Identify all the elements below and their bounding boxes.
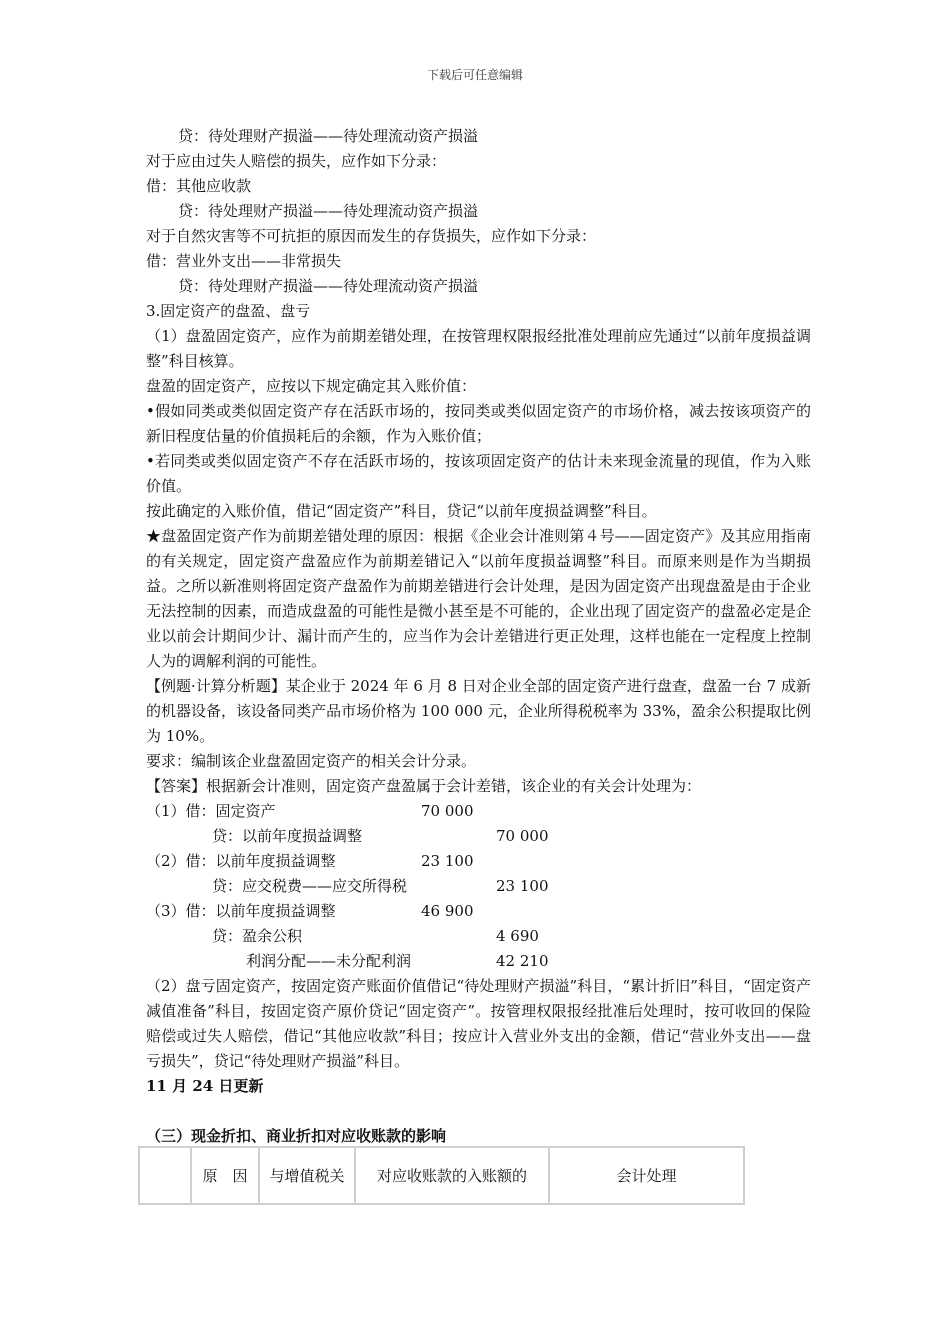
body-text — [146, 124, 811, 799]
paragraph: •假如同类或类似固定资产存在活跃市场的，按同类或类似固定资产的市场价格，减去按该项资产的新旧程度估量的价值损耗后的余额，作为入账价值； — [146, 402, 811, 445]
text-line: 【答案】根据新会计准则，固定资产盘盈属于会计差错，该企业的有关会计处理为： — [146, 777, 702, 795]
journal-entry — [146, 824, 811, 849]
journal-entry — [146, 874, 811, 899]
text-line: 3.固定资产的盘盈、盘亏 — [146, 302, 311, 320]
text-line: 贷：待处理财产损溢——待处理流动资产损溢 — [178, 202, 479, 220]
blank-line — [146, 1099, 811, 1124]
entry-amount: 23 100 — [496, 877, 549, 895]
entry-amount: 42 210 — [496, 952, 549, 970]
table-header-cell: 原 因 — [191, 1147, 259, 1204]
discount-table — [138, 1146, 745, 1205]
entry-amount: 23 100 — [421, 852, 474, 870]
table-header-cell — [139, 1147, 191, 1204]
journal-entry — [146, 799, 811, 824]
text-line: （三）现金折扣、商业折扣对应收账款的影响 — [146, 1127, 447, 1145]
entry-account: （2）借：以前年度损益调整 — [146, 852, 336, 870]
entry-amount: 46 900 — [421, 902, 474, 920]
entry-account: 贷：以前年度损益调整 — [212, 827, 363, 845]
table-header-row — [139, 1147, 744, 1204]
paragraph: （2）盘亏固定资产，按固定资产账面价值借记“待处理财产损溢”科目，“累计折旧”科目，“固定资产减值准备”科目，按固定资产原价贷记“固定资产”。按管理权限报经批准后处理时，按可收回的保险赔偿或过失人赔偿，借记“其他应收款”科目；按应计入营业外支出的金额，借记“营业外支出——盘亏损失”，贷记“待处理财产损溢”科目。 — [146, 977, 811, 1070]
text-line: 按此确定的入账价值，借记“固定资产”科目，贷记“以前年度损益调整”科目。 — [146, 502, 657, 520]
entry-account: （1）借：固定资产 — [146, 802, 276, 820]
body-text-continued — [146, 974, 811, 1149]
entry-account: 贷：盈余公积 — [212, 927, 303, 945]
table-header-cell: 会计处理 — [549, 1147, 744, 1204]
entry-account: 贷：应交税费——应交所得税 — [212, 877, 408, 895]
text-line: 盘盈的固定资产，应按以下规定确定其入账价值： — [146, 377, 477, 395]
paragraph: •若同类或类似固定资产不存在活跃市场的，按该项固定资产的估计未来现金流量的现值，作为入账价值。 — [146, 452, 811, 495]
entry-amount: 4 690 — [496, 927, 539, 945]
entry-amount: 70 000 — [496, 827, 549, 845]
text-line: 对于应由过失人赔偿的损失，应作如下分录： — [146, 152, 447, 170]
journal-entries — [146, 799, 811, 974]
entry-account: 利润分配——未分配利润 — [246, 952, 412, 970]
journal-entry — [146, 924, 811, 949]
page-header: 下载后可任意编辑 — [426, 68, 523, 82]
journal-entry — [146, 899, 811, 924]
paragraph: 【例题·计算分析题】某企业于 2024 年 6 月 8 日对企业全部的固定资产进行盘查，盘盈一台 7 成新的机器设备，该设备同类产品市场价格为 100 000 元，企业所得税税率为 33%，盈余公积提取比例为 10%。 — [146, 677, 811, 745]
table-header-cell: 与增值税关 — [259, 1147, 355, 1204]
entry-account: （3）借：以前年度损益调整 — [146, 902, 336, 920]
text-line: 对于自然灾害等不可抗拒的原因而发生的存货损失，应作如下分录： — [146, 227, 597, 245]
paragraph: ★盘盈固定资产作为前期差错处理的原因：根据《企业会计准则第４号——固定资产》及其应用指南的有关规定，固定资产盘盈应作为前期差错记入“以前年度损益调整”科目。而原来则是作为当期损益。之所以新准则将固定资产盘盈作为前期差错进行会计处理，是因为固定资产出现盘盈是由于企业无法控制的因素，而造成盘盈的可能性是微小甚至是不可能的，企业出现了固定资产的盘盈必定是企业以前会计期间少计、漏计而产生的，应当作为会计差错进行更正处理，这样也能在一定程度上控制人为的调解利润的可能性。 — [146, 527, 811, 670]
text-line: 贷：待处理财产损溢——待处理流动资产损溢 — [178, 127, 479, 145]
text-line: 借：营业外支出——非常损失 — [146, 252, 342, 270]
text-line: 要求：编制该企业盘盈固定资产的相关会计分录。 — [146, 752, 477, 770]
text-line: 借：其他应收款 — [146, 177, 252, 195]
journal-entry — [146, 949, 811, 974]
text-line: 贷：待处理财产损溢——待处理流动资产损溢 — [178, 277, 479, 295]
document-body — [146, 124, 811, 1149]
journal-entry — [146, 849, 811, 874]
text-line: 11 月 24 日更新 — [146, 1077, 264, 1095]
entry-amount: 70 000 — [421, 802, 474, 820]
table-header-cell: 对应收账款的入账额的 — [355, 1147, 549, 1204]
paragraph: （1）盘盈固定资产，应作为前期差错处理，在按管理权限报经批准处理前应先通过“以前年度损益调整”科目核算。 — [146, 327, 811, 370]
